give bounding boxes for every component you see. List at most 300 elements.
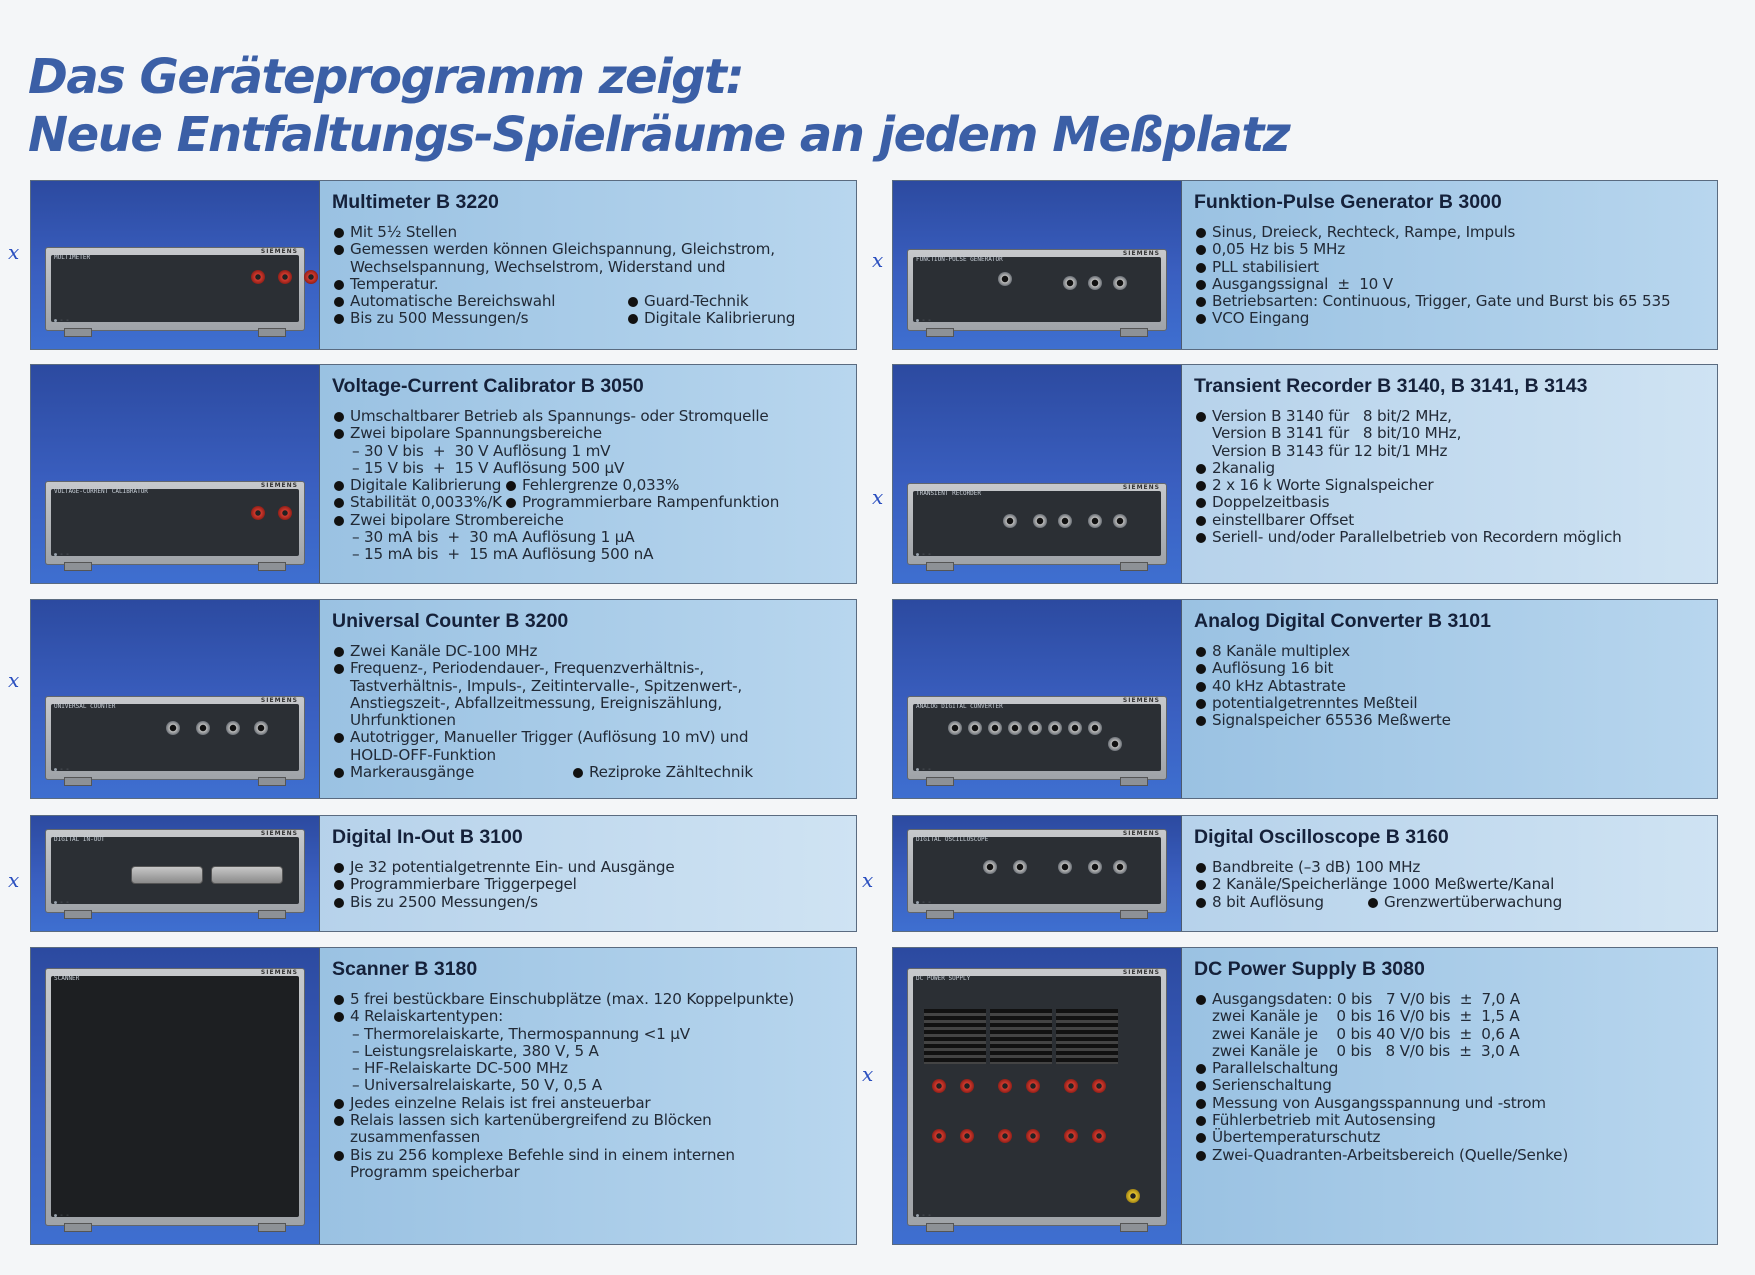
spec-text: Messung von Ausgangsspannung und -strom bbox=[1212, 1093, 1546, 1112]
device-foot bbox=[64, 910, 92, 919]
spec-text: Version B 3141 für 8 bit/10 MHz, bbox=[1212, 424, 1462, 443]
status-leds: ● ◦ ◦ bbox=[54, 318, 70, 324]
spec-item bbox=[1194, 1095, 1705, 1112]
device-label: VOLTAGE-CURRENT CALIBRATOR bbox=[54, 488, 148, 495]
connector-jack-icon bbox=[1113, 514, 1127, 528]
device-photo bbox=[893, 365, 1182, 583]
product-card bbox=[892, 947, 1718, 1245]
spec-text: Doppelzeitbasis bbox=[1212, 493, 1330, 512]
spec-text: 0,05 Hz bis 5 MHz bbox=[1212, 240, 1346, 259]
spec-text: – 30 mA bis + 30 mA Auflösung 1 µA bbox=[352, 528, 635, 547]
spec-item bbox=[332, 1043, 844, 1060]
spec-item bbox=[1194, 1026, 1705, 1043]
product-title: Transient Recorder B 3140, B 3141, B 3143 bbox=[1194, 375, 1588, 397]
device-foot bbox=[64, 328, 92, 337]
spec-item bbox=[1194, 443, 1705, 460]
terminal-jack-icon bbox=[1092, 1079, 1106, 1093]
connector-jack-icon bbox=[254, 721, 268, 735]
device-foot bbox=[64, 777, 92, 786]
spec-text: Fühlerbetrieb mit Autosensing bbox=[1212, 1111, 1436, 1130]
connector-jack-icon bbox=[1108, 737, 1122, 751]
status-leds: ● ◦ ◦ bbox=[916, 1213, 932, 1219]
spec-text: potentialgetrenntes Meßteil bbox=[1212, 693, 1418, 712]
spec-text: PLL stabilisiert bbox=[1212, 257, 1319, 276]
spec-item bbox=[332, 1060, 844, 1077]
connector-jack-icon bbox=[1008, 721, 1022, 735]
product-title: Multimeter B 3220 bbox=[332, 191, 499, 213]
spec-item bbox=[332, 1026, 844, 1043]
spec-text: Gemessen werden können Gleichspannung, Gleichstrom, bbox=[350, 240, 775, 259]
spec-item bbox=[1194, 678, 1705, 695]
device-front-panel bbox=[907, 696, 1167, 780]
spec-text: Programm speicherbar bbox=[350, 1162, 520, 1181]
connector-jack-icon bbox=[1063, 276, 1077, 290]
product-description bbox=[1182, 181, 1717, 349]
vent-grille bbox=[1056, 1009, 1118, 1064]
panel-face bbox=[913, 704, 1161, 771]
spec-text: Autotrigger, Manueller Trigger (Auflösung 10 mV) und bbox=[350, 728, 749, 747]
spec-text: Stabilität 0,0033%/K bbox=[350, 493, 502, 512]
device-label: ANALOG DIGITAL CONVERTER bbox=[916, 703, 1003, 710]
spec-text: Serienschaltung bbox=[1212, 1076, 1332, 1095]
page-title bbox=[28, 48, 1289, 164]
handwritten-check-mark: x bbox=[8, 668, 20, 692]
connector-jack-icon bbox=[278, 270, 292, 284]
spec-text: Übertemperaturschutz bbox=[1212, 1128, 1381, 1147]
terminal-jack-icon bbox=[998, 1129, 1012, 1143]
spec-item bbox=[1194, 643, 1705, 660]
spec-item bbox=[1194, 1060, 1705, 1077]
terminal-jack-icon bbox=[960, 1129, 974, 1143]
spec-text: Bis zu 2500 Messungen/s bbox=[350, 892, 538, 911]
product-card bbox=[892, 815, 1718, 932]
brand-logo: SIEMENS bbox=[260, 248, 298, 255]
spec-item bbox=[332, 425, 844, 442]
terminal-jack-icon bbox=[1064, 1079, 1078, 1093]
spec-text: einstellbarer Offset bbox=[1212, 510, 1354, 529]
spec-text: Je 32 potentialgetrennte Ein- und Ausgänge bbox=[350, 858, 675, 876]
spec-item bbox=[332, 259, 844, 276]
device-foot bbox=[926, 328, 954, 337]
spec-text: Digitale Kalibrierung bbox=[350, 476, 502, 495]
spec-item bbox=[332, 477, 844, 494]
spec-item bbox=[1194, 1008, 1705, 1025]
handwritten-check-mark: x bbox=[862, 1062, 874, 1086]
spec-text: – Leistungsrelaiskarte, 380 V, 5 A bbox=[352, 1041, 599, 1060]
connector-jack-icon bbox=[226, 721, 240, 735]
spec-list bbox=[332, 224, 844, 328]
product-title: Funktion-Pulse Generator B 3000 bbox=[1194, 191, 1502, 213]
spec-item bbox=[332, 443, 844, 460]
spec-item bbox=[332, 546, 844, 563]
spec-item bbox=[1194, 477, 1705, 494]
spec-list bbox=[332, 991, 844, 1181]
spec-item bbox=[1194, 276, 1705, 293]
spec-text: Mit 5½ Stellen bbox=[350, 223, 457, 241]
spec-text: Uhrfunktionen bbox=[350, 711, 456, 730]
spec-text: 2kanalig bbox=[1212, 458, 1275, 477]
spec-text: 4 Relaiskartentypen: bbox=[350, 1007, 504, 1026]
spec-text: Parallelschaltung bbox=[1212, 1059, 1339, 1078]
spec-item bbox=[1194, 1043, 1705, 1060]
spec-text: Umschaltbarer Betrieb als Spannungs- oder Stromquelle bbox=[350, 407, 769, 425]
spec-item bbox=[1194, 991, 1705, 1008]
brand-logo: SIEMENS bbox=[260, 697, 298, 704]
spec-text: Wechselspannung, Wechselstrom, Widerstand und bbox=[350, 257, 726, 276]
spec-item bbox=[1194, 512, 1705, 529]
spec-text: Ausgangssignal ± 10 V bbox=[1212, 274, 1393, 293]
spec-list bbox=[1194, 991, 1705, 1164]
spec-item bbox=[332, 494, 844, 511]
spec-item bbox=[1194, 293, 1705, 310]
status-leds: ● ◦ ◦ bbox=[916, 318, 932, 324]
spec-text: Version B 3140 für 8 bit/2 MHz, bbox=[1212, 407, 1452, 425]
spec-item bbox=[332, 460, 844, 477]
spec-item bbox=[1194, 259, 1705, 276]
spec-item bbox=[332, 747, 844, 764]
spec-item bbox=[332, 224, 844, 241]
device-foot bbox=[1120, 1223, 1148, 1232]
spec-item bbox=[1194, 660, 1705, 677]
status-leds: ● ◦ ◦ bbox=[916, 552, 932, 558]
spec-item bbox=[1194, 310, 1705, 327]
terminal-jack-icon bbox=[960, 1079, 974, 1093]
device-foot bbox=[258, 910, 286, 919]
device-label: DIGITAL OSCILLOSCOPE bbox=[916, 836, 989, 843]
spec-text: VCO Eingang bbox=[1212, 309, 1310, 328]
device-foot bbox=[1120, 910, 1148, 919]
spec-list bbox=[1194, 643, 1705, 729]
spec-item bbox=[332, 1077, 844, 1094]
device-photo bbox=[893, 816, 1182, 931]
terminal-jack-icon bbox=[998, 1079, 1012, 1093]
spec-item bbox=[332, 1112, 844, 1129]
connector-jack-icon bbox=[278, 506, 292, 520]
spec-text: 8 bit Auflösung bbox=[1212, 892, 1324, 911]
spec-text: Bis zu 256 komplexe Befehle sind in einem internen bbox=[350, 1145, 735, 1164]
status-leds: ● ◦ ◦ bbox=[54, 552, 70, 558]
spec-item bbox=[332, 876, 844, 893]
spec-text: HOLD-OFF-Funktion bbox=[350, 745, 496, 764]
connector-jack-icon bbox=[251, 506, 265, 520]
product-title: Voltage-Current Calibrator B 3050 bbox=[332, 375, 644, 397]
spec-item bbox=[1194, 460, 1705, 477]
device-foot bbox=[258, 1223, 286, 1232]
title-line-1: Das Geräteprogramm zeigt: bbox=[28, 49, 744, 105]
brand-logo: SIEMENS bbox=[1122, 969, 1160, 976]
connector-jack-icon bbox=[998, 272, 1012, 286]
spec-item bbox=[1194, 408, 1705, 425]
brand-logo: SIEMENS bbox=[260, 830, 298, 837]
device-foot bbox=[258, 562, 286, 571]
spec-text: zusammenfassen bbox=[350, 1128, 481, 1147]
status-leds: ● ◦ ◦ bbox=[916, 900, 932, 906]
product-title: Analog Digital Converter B 3101 bbox=[1194, 610, 1491, 632]
spec-item bbox=[332, 529, 844, 546]
spec-item bbox=[1194, 712, 1705, 729]
spec-item bbox=[332, 1095, 844, 1112]
vent-grille bbox=[924, 1009, 986, 1064]
title-line-2: Neue Entfaltungs-Spielräume an jedem Meßplatz bbox=[28, 107, 1290, 163]
device-front-panel bbox=[45, 696, 305, 780]
spec-text: zwei Kanäle je 0 bis 8 V/0 bis ± 3,0 A bbox=[1212, 1041, 1520, 1060]
device-foot bbox=[926, 910, 954, 919]
spec-text: – 30 V bis + 30 V Auflösung 1 mV bbox=[352, 441, 611, 460]
handwritten-check-mark: x bbox=[8, 868, 20, 892]
device-front-panel bbox=[907, 483, 1167, 565]
device-photo bbox=[893, 600, 1182, 798]
product-description bbox=[320, 181, 856, 349]
spec-text-second-column: Digitale Kalibrierung bbox=[644, 309, 796, 328]
spec-item bbox=[1194, 859, 1705, 876]
panel-face bbox=[51, 976, 299, 1217]
terminal-jack-icon bbox=[932, 1129, 946, 1143]
device-label: FUNCTION-PULSE GENERATOR bbox=[916, 256, 1003, 263]
device-front-panel bbox=[45, 829, 305, 913]
product-card bbox=[30, 947, 857, 1245]
spec-text: Signalspeicher 65536 Meßwerte bbox=[1212, 711, 1451, 730]
spec-text: – 15 mA bis + 15 mA Auflösung 500 nA bbox=[352, 545, 654, 564]
spec-text: – Universalrelaiskarte, 50 V, 0,5 A bbox=[352, 1076, 602, 1095]
brand-logo: SIEMENS bbox=[1122, 697, 1160, 704]
spec-item bbox=[332, 310, 844, 327]
device-foot bbox=[258, 777, 286, 786]
device-photo bbox=[31, 365, 320, 583]
product-card bbox=[892, 599, 1718, 799]
spec-item bbox=[1194, 1129, 1705, 1146]
connector-jack-icon bbox=[988, 721, 1002, 735]
product-description bbox=[320, 816, 856, 931]
spec-item bbox=[332, 408, 844, 425]
device-photo bbox=[31, 600, 320, 798]
device-foot bbox=[926, 1223, 954, 1232]
spec-list bbox=[1194, 408, 1705, 546]
vent-grille bbox=[990, 1009, 1052, 1064]
product-title: Scanner B 3180 bbox=[332, 958, 478, 980]
product-description bbox=[1182, 948, 1717, 1244]
connector-jack-icon bbox=[983, 860, 997, 874]
spec-text: Tastverhältnis-, Impuls-, Zeitintervalle-, Spitzenwert-, bbox=[350, 676, 743, 695]
product-card bbox=[30, 180, 857, 350]
dsub-connector-icon bbox=[131, 866, 203, 884]
spec-text: Anstiegszeit-, Abfallzeitmessung, Ereigniszählung, bbox=[350, 693, 723, 712]
spec-text: – HF-Relaiskarte DC-500 MHz bbox=[352, 1059, 568, 1078]
product-card bbox=[30, 815, 857, 932]
device-front-panel bbox=[907, 829, 1167, 913]
product-description bbox=[1182, 365, 1717, 583]
spec-item bbox=[1194, 529, 1705, 546]
spec-text: Jedes einzelne Relais ist frei ansteuerbar bbox=[350, 1093, 651, 1112]
device-front-panel bbox=[907, 968, 1167, 1226]
device-photo bbox=[31, 816, 320, 931]
connector-jack-icon bbox=[196, 721, 210, 735]
terminal-jack-icon bbox=[1064, 1129, 1078, 1143]
spec-list bbox=[332, 859, 844, 911]
terminal-jack-icon bbox=[1026, 1079, 1040, 1093]
connector-jack-icon bbox=[1013, 860, 1027, 874]
spec-item bbox=[1194, 241, 1705, 258]
spec-text: Automatische Bereichswahl bbox=[350, 292, 556, 311]
device-label: TRANSIENT RECORDER bbox=[916, 490, 982, 497]
product-title: Digital In-Out B 3100 bbox=[332, 826, 523, 848]
brand-logo: SIEMENS bbox=[1122, 484, 1160, 491]
ground-terminal-icon bbox=[1126, 1189, 1140, 1203]
product-card bbox=[30, 364, 857, 584]
device-photo bbox=[31, 181, 320, 349]
spec-item bbox=[332, 1008, 844, 1025]
status-leds: ● ◦ ◦ bbox=[54, 767, 70, 773]
brand-logo: SIEMENS bbox=[260, 969, 298, 976]
connector-jack-icon bbox=[1058, 860, 1072, 874]
spec-text: 8 Kanäle multiplex bbox=[1212, 642, 1350, 660]
device-foot bbox=[926, 777, 954, 786]
spec-text: 2 Kanäle/Speicherlänge 1000 Meßwerte/Kanal bbox=[1212, 875, 1555, 894]
connector-jack-icon bbox=[1088, 276, 1102, 290]
spec-text-second-column: Programmierbare Rampenfunktion bbox=[522, 493, 780, 512]
product-title: DC Power Supply B 3080 bbox=[1194, 958, 1425, 980]
spec-item bbox=[332, 712, 844, 729]
spec-text: Auflösung 16 bit bbox=[1212, 659, 1334, 678]
spec-list bbox=[332, 408, 844, 564]
panel-face bbox=[913, 257, 1161, 322]
spec-item bbox=[332, 729, 844, 746]
connector-jack-icon bbox=[948, 721, 962, 735]
handwritten-check-mark: x bbox=[8, 240, 20, 264]
spec-item bbox=[1194, 876, 1705, 893]
spec-text: Version B 3143 für 12 bit/1 MHz bbox=[1212, 441, 1448, 460]
connector-jack-icon bbox=[1028, 721, 1042, 735]
device-label: UNIVERSAL COUNTER bbox=[54, 703, 116, 710]
handwritten-check-mark: x bbox=[862, 868, 874, 892]
spec-item bbox=[332, 1129, 844, 1146]
connector-jack-icon bbox=[1088, 721, 1102, 735]
spec-text: Markerausgänge bbox=[350, 763, 475, 782]
spec-text: Seriell- und/oder Parallelbetrieb von Recordern möglich bbox=[1212, 528, 1622, 547]
panel-face bbox=[51, 489, 299, 556]
connector-jack-icon bbox=[251, 270, 265, 284]
device-front-panel bbox=[45, 968, 305, 1226]
spec-item bbox=[1194, 894, 1705, 911]
product-description bbox=[1182, 816, 1717, 931]
spec-text-second-column: Reziproke Zähltechnik bbox=[589, 763, 753, 782]
spec-text: Zwei bipolare Spannungsbereiche bbox=[350, 424, 602, 443]
status-leds: ● ◦ ◦ bbox=[54, 900, 70, 906]
spec-text: Betriebsarten: Continuous, Trigger, Gate und Burst bis 65 535 bbox=[1212, 292, 1671, 311]
device-label: DIGITAL IN-OUT bbox=[54, 836, 105, 843]
product-description bbox=[320, 600, 856, 798]
spec-item bbox=[332, 695, 844, 712]
spec-item bbox=[332, 894, 844, 911]
spec-item bbox=[332, 293, 844, 310]
spec-item bbox=[332, 1164, 844, 1181]
connector-jack-icon bbox=[1068, 721, 1082, 735]
spec-text: zwei Kanäle je 0 bis 40 V/0 bis ± 0,6 A bbox=[1212, 1024, 1520, 1043]
connector-jack-icon bbox=[1088, 860, 1102, 874]
spec-text-second-column: Grenzwertüberwachung bbox=[1384, 892, 1563, 911]
spec-item bbox=[332, 512, 844, 529]
brand-logo: SIEMENS bbox=[1122, 830, 1160, 837]
panel-face bbox=[51, 704, 299, 771]
status-leds: ● ◦ ◦ bbox=[916, 767, 932, 773]
product-card bbox=[892, 364, 1718, 584]
device-foot bbox=[258, 328, 286, 337]
connector-jack-icon bbox=[1113, 860, 1127, 874]
spec-item bbox=[332, 660, 844, 677]
connector-jack-icon bbox=[1003, 514, 1017, 528]
spec-item bbox=[1194, 1077, 1705, 1094]
brand-logo: SIEMENS bbox=[260, 482, 298, 489]
spec-item bbox=[1194, 1112, 1705, 1129]
product-description bbox=[320, 365, 856, 583]
spec-item bbox=[332, 1147, 844, 1164]
terminal-jack-icon bbox=[932, 1079, 946, 1093]
spec-list bbox=[1194, 224, 1705, 328]
product-description bbox=[1182, 600, 1717, 798]
device-foot bbox=[64, 562, 92, 571]
device-foot bbox=[1120, 328, 1148, 337]
handwritten-check-mark: x bbox=[872, 485, 884, 509]
spec-item bbox=[332, 276, 844, 293]
spec-text: Bis zu 500 Messungen/s bbox=[350, 309, 529, 328]
terminal-jack-icon bbox=[1026, 1129, 1040, 1143]
spec-text-second-column: Guard-Technik bbox=[644, 292, 749, 311]
device-label: DC POWER SUPPLY bbox=[916, 975, 971, 982]
spec-text: 40 kHz Abtastrate bbox=[1212, 676, 1346, 695]
product-card bbox=[892, 180, 1718, 350]
connector-jack-icon bbox=[1033, 514, 1047, 528]
spec-item bbox=[332, 991, 844, 1008]
spec-text: Temperatur. bbox=[350, 274, 439, 293]
dsub-connector-icon bbox=[211, 866, 283, 884]
spec-text: – Thermorelaiskarte, Thermospannung <1 µV bbox=[352, 1024, 690, 1043]
spec-text: Sinus, Dreieck, Rechteck, Rampe, Impuls bbox=[1212, 223, 1516, 241]
spec-list bbox=[332, 643, 844, 781]
connector-jack-icon bbox=[1048, 721, 1062, 735]
device-foot bbox=[64, 1223, 92, 1232]
spec-list bbox=[1194, 859, 1705, 911]
device-photo bbox=[893, 181, 1182, 349]
device-label: SCANNER bbox=[54, 975, 80, 982]
spec-text: Zwei Kanäle DC-100 MHz bbox=[350, 642, 538, 660]
spec-text-second-column: Fehlergrenze 0,033% bbox=[522, 476, 680, 495]
spec-item bbox=[1194, 425, 1705, 442]
spec-item bbox=[332, 764, 844, 781]
device-photo bbox=[31, 948, 320, 1244]
panel-face bbox=[51, 255, 299, 322]
spec-text: 5 frei bestückbare Einschubplätze (max. 120 Koppelpunkte) bbox=[350, 990, 794, 1008]
device-label: MULTIMETER bbox=[54, 254, 91, 261]
spec-item bbox=[332, 859, 844, 876]
spec-text: Programmierbare Triggerpegel bbox=[350, 875, 577, 894]
spec-item bbox=[1194, 224, 1705, 241]
device-front-panel bbox=[45, 481, 305, 565]
spec-item bbox=[332, 678, 844, 695]
spec-item bbox=[332, 241, 844, 258]
product-title: Universal Counter B 3200 bbox=[332, 610, 569, 632]
handwritten-check-mark: x bbox=[872, 248, 884, 272]
spec-item bbox=[1194, 695, 1705, 712]
spec-text: Bandbreite (–3 dB) 100 MHz bbox=[1212, 858, 1421, 876]
connector-jack-icon bbox=[1088, 514, 1102, 528]
spec-item bbox=[332, 643, 844, 660]
device-foot bbox=[1120, 562, 1148, 571]
spec-text: Ausgangsdaten: 0 bis 7 V/0 bis ± 7,0 A bbox=[1212, 990, 1520, 1008]
device-foot bbox=[1120, 777, 1148, 786]
connector-jack-icon bbox=[304, 270, 318, 284]
product-title: Digital Oscilloscope B 3160 bbox=[1194, 826, 1449, 848]
product-card bbox=[30, 599, 857, 799]
product-description bbox=[320, 948, 856, 1244]
